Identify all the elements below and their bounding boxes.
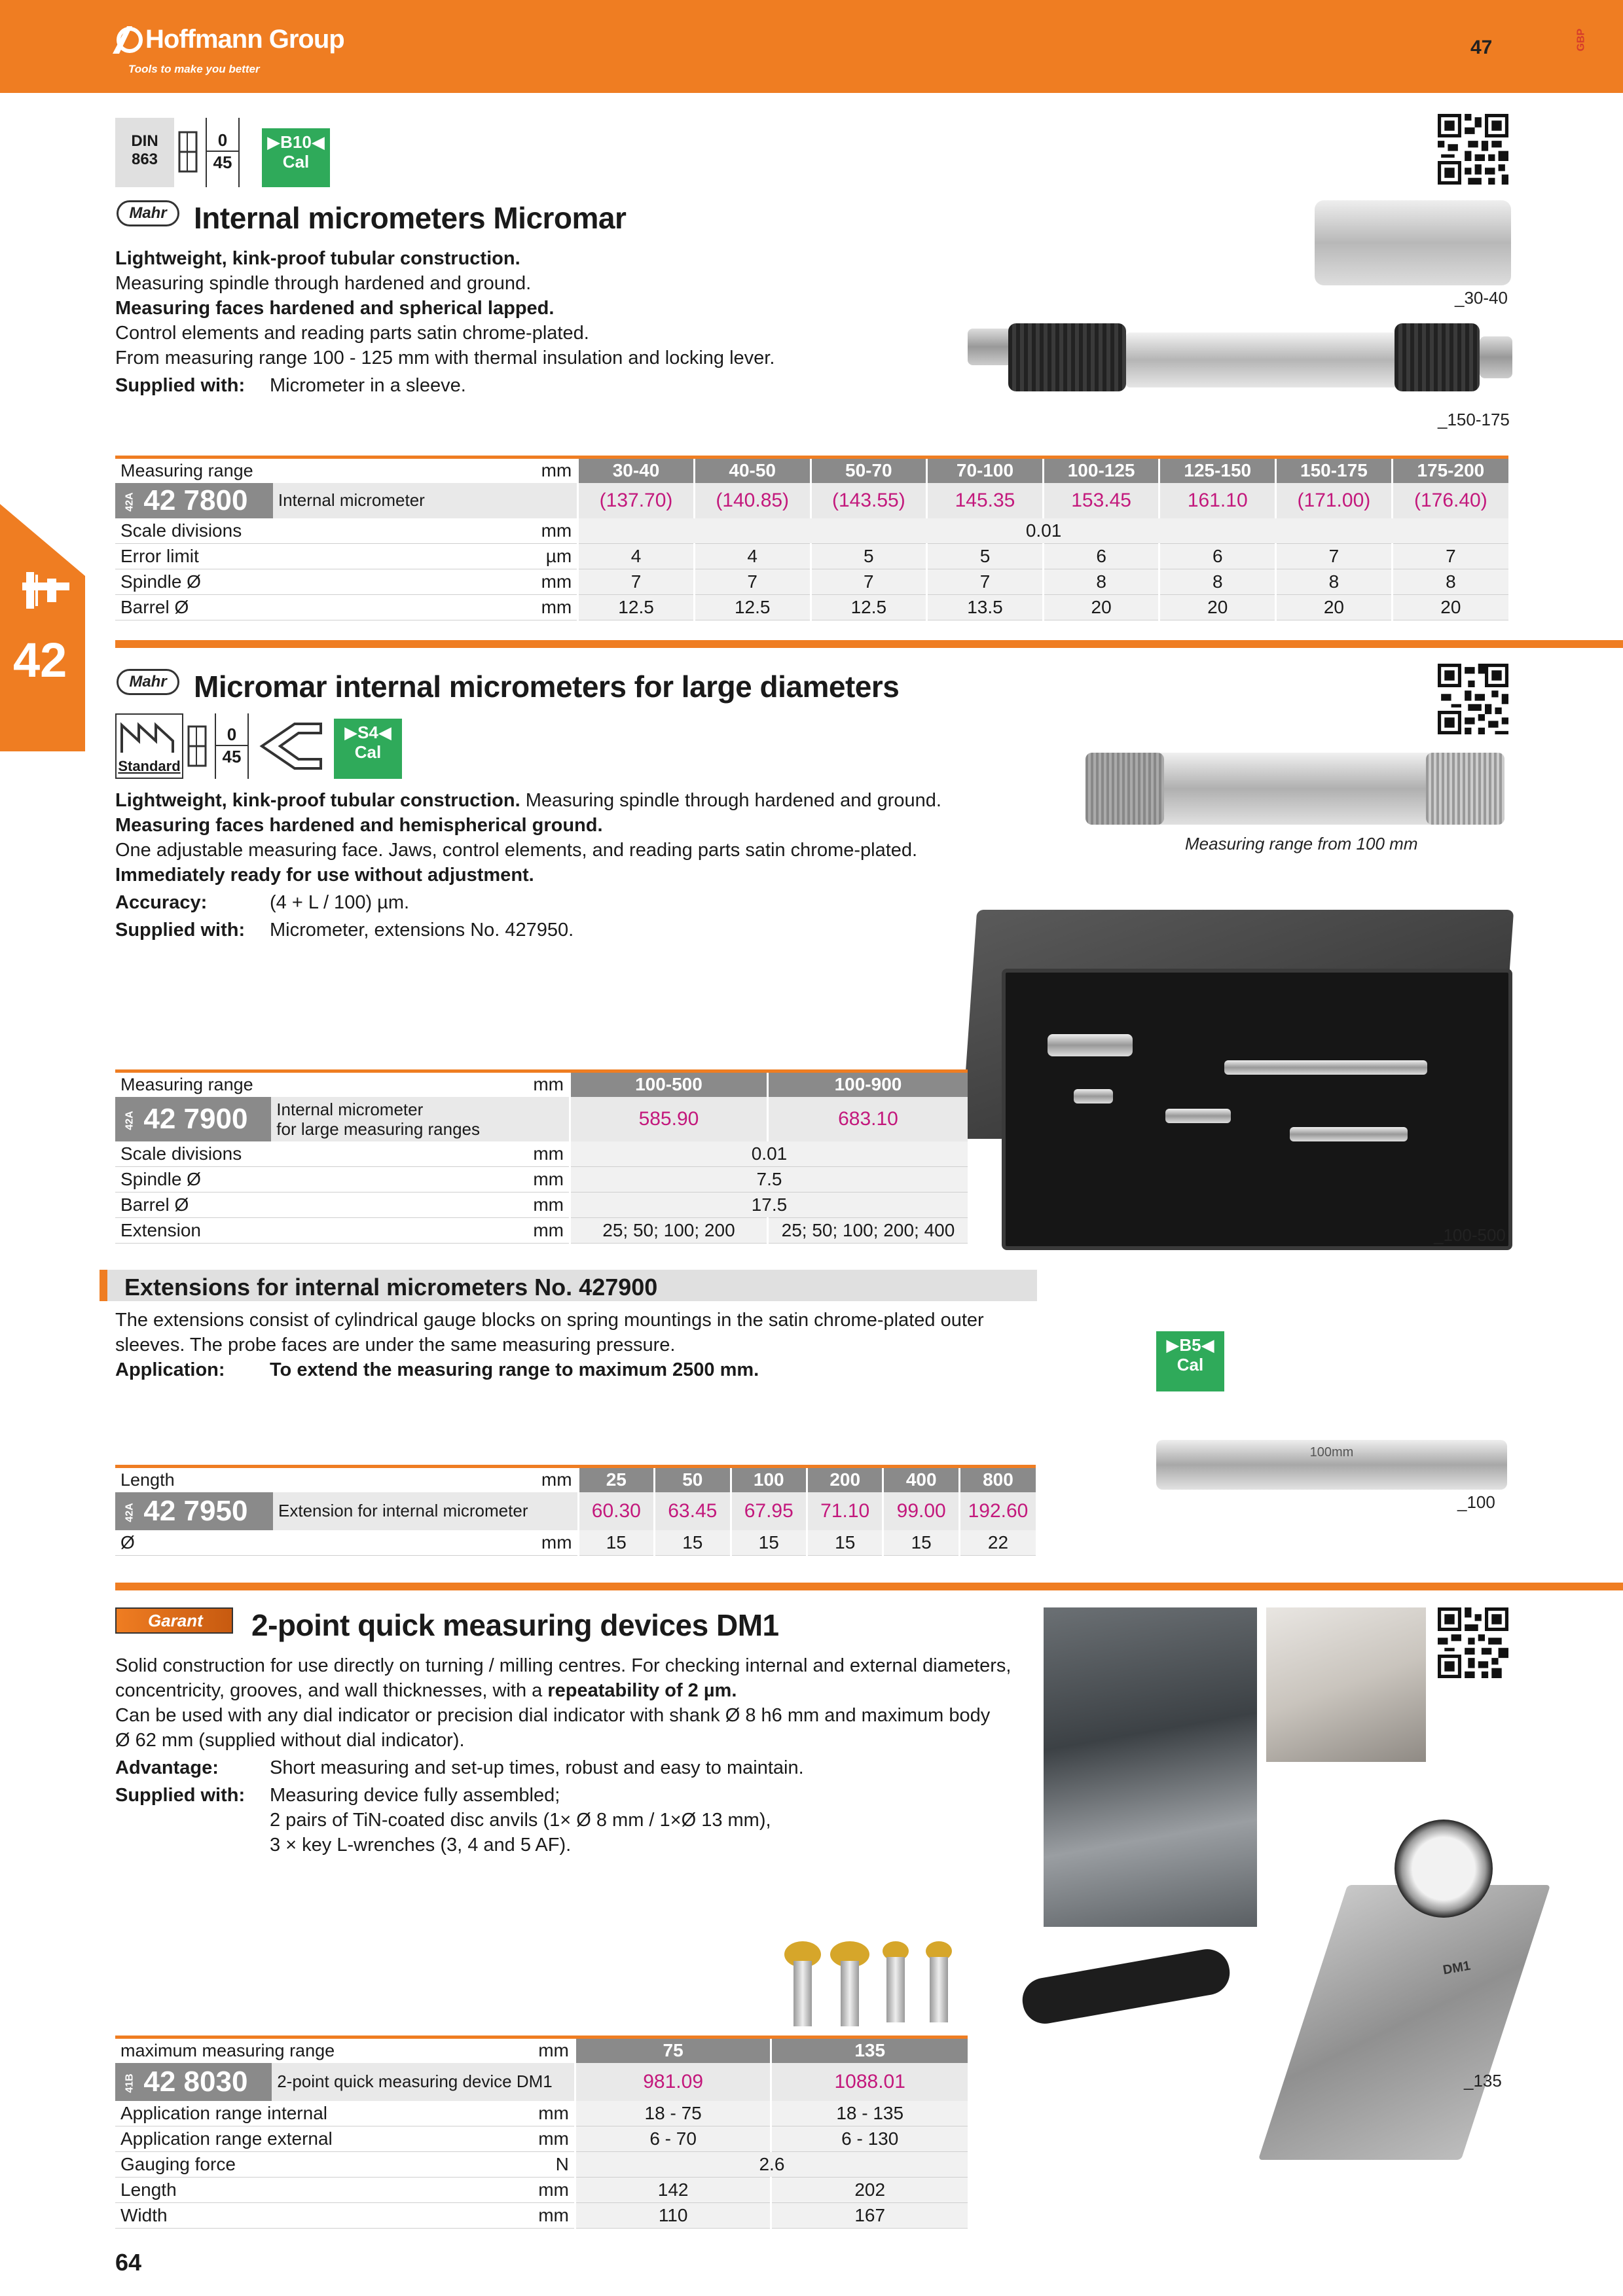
spec-value: 15 <box>655 1530 731 1556</box>
desc-line-3: Measuring faces hardened and spherical lapped. <box>115 298 555 319</box>
spec-value: 7 <box>927 569 1044 595</box>
qr-code-icon[interactable] <box>1438 664 1508 734</box>
table-row <box>115 2101 968 2126</box>
spec-value: 25; 50; 100; 200; 400 <box>767 1218 968 1244</box>
caliper-icon <box>18 569 73 611</box>
sawtooth-icon <box>119 719 181 755</box>
image-caption-100: _100 <box>1457 1492 1495 1512</box>
article-group: 42A <box>124 1503 136 1522</box>
desc-line-2: Measuring faces hardened and hemispherical ground. <box>115 815 603 836</box>
header-unit: mm <box>528 1071 570 1097</box>
mahr-logo: Mahr <box>117 200 179 226</box>
price-cell: 145.35 <box>927 483 1044 518</box>
article-row[interactable] <box>115 1097 968 1141</box>
table-row <box>115 1167 968 1193</box>
triangle-right-icon: ▶ <box>344 723 358 742</box>
spec-value: 7 <box>694 569 811 595</box>
section-title: Internal micrometers Micromar <box>194 201 627 235</box>
cal-label: Cal <box>1176 1355 1204 1374</box>
case-body-image <box>1002 969 1512 1250</box>
spec-unit: mm <box>533 2101 575 2126</box>
table-row <box>115 518 1508 544</box>
supplied-with <box>115 1783 1032 1857</box>
spec-label: Barrel Ø <box>115 595 536 620</box>
spec-label: Gauging force <box>115 2152 533 2178</box>
page-number-top: 47 <box>1470 37 1493 58</box>
din-badge: DIN 863 <box>115 118 174 187</box>
spec-unit: mm <box>533 2126 575 2152</box>
micrometer-image-thimble <box>1395 323 1480 391</box>
cal-code: S4 <box>357 723 378 742</box>
triangle-left-icon: ◀ <box>1201 1335 1214 1355</box>
table-header-row <box>115 2037 968 2063</box>
table-header-row <box>115 1071 968 1097</box>
spec-value: 20 <box>1043 595 1159 620</box>
supplied-item: 2 pairs of TiN-coated disc anvils (1× Ø 8 mm / 1×Ø 13 mm), <box>270 1810 771 1831</box>
spec-unit: mm <box>528 1167 570 1193</box>
brand-tagline: Tools to make you better <box>128 63 260 75</box>
article-name: Internal micrometer for large measuring ranges <box>271 1097 570 1141</box>
cal-badge <box>1156 1331 1224 1391</box>
supplied-item: 3 × key L-wrenches (3, 4 and 5 AF). <box>270 1835 572 1856</box>
desc-line-1: Lightweight, kink-proof tubular construction. Measuring spindle through hardened and ground. <box>115 790 941 811</box>
extension-rod-image <box>1156 1440 1507 1490</box>
case-item-extension <box>1224 1060 1427 1075</box>
section-title: 2-point quick measuring devices DM1 <box>251 1608 779 1642</box>
disc-anvils-image <box>778 1941 974 2026</box>
spec-label: Error limit <box>115 544 536 569</box>
spec-badges <box>115 713 327 779</box>
product-description <box>115 1308 1045 1382</box>
spec-value: 2.6 <box>575 2152 968 2178</box>
length-cell: 50 <box>655 1467 731 1492</box>
spec-value: 17.5 <box>570 1193 968 1218</box>
image-caption-100-500: _100-500 <box>1434 1225 1506 1245</box>
article-name: Internal micrometer <box>273 483 578 518</box>
range-cell: 30-40 <box>578 457 695 483</box>
spec-value: 22 <box>959 1530 1036 1556</box>
cal-code: B10 <box>280 132 312 152</box>
table-row <box>115 2203 968 2229</box>
scale-top: 0 <box>216 724 247 746</box>
length-cell: 400 <box>883 1467 959 1492</box>
spec-value: 7 <box>578 569 695 595</box>
desc-line-2: Measuring spindle through hardened and ground. <box>115 273 532 294</box>
spec-unit: mm <box>536 569 577 595</box>
price-cell: 67.95 <box>731 1492 807 1530</box>
spec-value: 202 <box>771 2178 968 2203</box>
photo-machine-use <box>1044 1607 1257 1927</box>
spec-value: 8 <box>1392 569 1508 595</box>
triangle-right-icon: ▶ <box>267 132 281 152</box>
mahr-logo: Mahr <box>117 669 179 695</box>
image-caption-135: _135 <box>1464 2071 1502 2090</box>
article-number-text[interactable]: 42 7950 <box>143 1494 248 1527</box>
spec-unit: mm <box>533 2203 575 2229</box>
spec-unit: mm <box>528 1218 570 1244</box>
article-group: 42A <box>124 1111 136 1130</box>
spec-value: 8 <box>1159 569 1276 595</box>
application-value: To extend the measuring range to maximum 2500 mm. <box>270 1359 759 1380</box>
spec-value: 6 - 130 <box>771 2126 968 2152</box>
table-header-row <box>115 1467 1036 1492</box>
dial-indicator-image <box>1395 1820 1493 1918</box>
spec-label: Barrel Ø <box>115 1193 528 1218</box>
spec-value: 167 <box>771 2203 968 2229</box>
spec-label: Application range internal <box>115 2101 533 2126</box>
scale-top: 0 <box>207 130 238 152</box>
accuracy-value: (4 + L / 100) µm. <box>270 892 410 913</box>
qr-code-icon[interactable] <box>1438 114 1508 185</box>
spec-value: 8 <box>1276 569 1393 595</box>
desc-line-5: From measuring range 100 - 125 mm with thermal insulation and locking lever. <box>115 348 775 368</box>
price-cell: (176.40) <box>1392 483 1508 518</box>
spec-value: 7 <box>811 569 927 595</box>
header-unit: mm <box>533 2037 575 2063</box>
range-cell: 135 <box>771 2037 968 2063</box>
price-cell: (143.55) <box>811 483 927 518</box>
standard-label: Standard <box>118 758 181 774</box>
range-cell: 40-50 <box>694 457 811 483</box>
accuracy-label: Accuracy: <box>115 892 208 913</box>
header-unit: mm <box>536 457 577 483</box>
spec-value: 15 <box>731 1530 807 1556</box>
spec-value: 0.01 <box>578 518 1508 544</box>
micrometer-image-end <box>1480 336 1512 378</box>
page-number-bottom: 64 <box>115 2249 142 2276</box>
desc-line-3: Can be used with any dial indicator or precision dial indicator with shank Ø 8 h6 mm and maximum body <box>115 1705 991 1726</box>
spec-unit: mm <box>528 1141 570 1167</box>
case-item-extension <box>1165 1109 1231 1123</box>
product-table-427900 <box>115 1069 968 1244</box>
range-cell: 100-900 <box>767 1071 968 1097</box>
article-row[interactable] <box>115 483 1508 518</box>
price-cell: (140.85) <box>694 483 811 518</box>
desc-line-4: Control elements and reading parts satin chrome-plated. <box>115 323 589 344</box>
supplied-with <box>115 373 966 398</box>
header-unit: mm <box>536 1467 578 1492</box>
article-number-text[interactable]: 42 8030 <box>143 2065 248 2098</box>
article-name: 2-point quick measuring device DM1 <box>272 2063 575 2101</box>
article-number[interactable] <box>115 2063 272 2101</box>
spec-label: Spindle Ø <box>115 569 536 595</box>
spec-value: 8 <box>1043 569 1159 595</box>
chapter-tab[interactable] <box>0 504 85 751</box>
spec-value: 142 <box>575 2178 771 2203</box>
spec-label: Ø <box>115 1530 536 1556</box>
spec-value: 12.5 <box>811 595 927 620</box>
table-row <box>115 544 1508 569</box>
header-label: Length <box>115 1467 536 1492</box>
spec-label: Width <box>115 2203 533 2229</box>
scale-badge <box>215 713 249 779</box>
price-cell: 981.09 <box>575 2063 771 2101</box>
article-number[interactable] <box>115 1097 271 1141</box>
table-row <box>115 1530 1036 1556</box>
case-item-micrometer <box>1048 1034 1133 1056</box>
spec-value: 25; 50; 100; 200 <box>570 1218 767 1244</box>
accuracy <box>115 890 1006 915</box>
spec-unit: µm <box>536 544 577 569</box>
price-cell: 161.10 <box>1159 483 1276 518</box>
spec-value: 20 <box>1276 595 1393 620</box>
range-cell: 70-100 <box>927 457 1044 483</box>
price-cell: (171.00) <box>1276 483 1393 518</box>
scale-bottom: 45 <box>222 747 242 766</box>
spec-value: 15 <box>883 1530 959 1556</box>
article-group: 41B <box>124 2073 136 2093</box>
article-number-text[interactable]: 42 7900 <box>143 1102 248 1135</box>
spec-value: 6 - 70 <box>575 2126 771 2152</box>
product-description <box>115 1653 1032 1857</box>
advantage-value: Short measuring and set-up times, robust and easy to maintain. <box>270 1757 804 1778</box>
price-cell: 99.00 <box>883 1492 959 1530</box>
photo-hand-measuring <box>1266 1607 1426 1762</box>
spec-label: Extension <box>115 1218 528 1244</box>
spec-unit: mm <box>536 1530 578 1556</box>
application-label: Application: <box>115 1359 225 1380</box>
spec-unit: mm <box>528 1193 570 1218</box>
table-row <box>115 2178 968 2203</box>
spec-value: 110 <box>575 2203 771 2229</box>
spec-value: 18 - 75 <box>575 2101 771 2126</box>
supplied-list <box>270 1783 771 1857</box>
spec-value: 6 <box>1159 544 1276 569</box>
image-caption-150-175: _150-175 <box>1438 410 1510 429</box>
spec-value: 20 <box>1392 595 1508 620</box>
triangle-left-icon: ◀ <box>311 132 325 152</box>
micrometer-image-small <box>1315 200 1511 285</box>
micrometer-image-grip <box>1008 323 1126 391</box>
range-cell: 50-70 <box>811 457 927 483</box>
price-cell: 1088.01 <box>771 2063 968 2101</box>
range-cell: 100-500 <box>570 1071 767 1097</box>
micrometer-symbol-icon <box>174 118 206 187</box>
spec-value: 15 <box>578 1530 654 1556</box>
cal-label: Cal <box>354 742 382 762</box>
currency-code: GBP <box>1575 28 1587 52</box>
micrometer-image-knurl <box>1426 753 1504 825</box>
spec-value: 13.5 <box>927 595 1044 620</box>
jaw-symbol-icon <box>255 713 327 779</box>
spec-value: 12.5 <box>578 595 695 620</box>
header-label: Measuring range <box>115 457 536 483</box>
spec-unit: mm <box>536 595 577 620</box>
price-cell: (137.70) <box>578 483 695 518</box>
spec-value: 6 <box>1043 544 1159 569</box>
section-title: Micromar internal micrometers for large diameters <box>194 670 900 704</box>
desc-line-4: Immediately ready for use without adjustment. <box>115 865 534 886</box>
supplied-with <box>115 918 1006 942</box>
article-name: Extension for internal micrometer <box>273 1492 578 1530</box>
price-cell: 683.10 <box>767 1097 968 1141</box>
spec-label: Scale divisions <box>115 518 536 544</box>
device-label: DM1 <box>1442 1958 1472 1978</box>
header-label: Measuring range <box>115 1071 528 1097</box>
product-table-427950 <box>115 1465 1036 1556</box>
table-header-row <box>115 457 1508 483</box>
spec-unit: N <box>533 2152 575 2178</box>
triangle-left-icon: ◀ <box>378 723 392 742</box>
application <box>115 1357 1045 1382</box>
desc-line-4: Ø 62 mm (supplied without dial indicator). <box>115 1730 465 1751</box>
spec-value: 5 <box>927 544 1044 569</box>
range-cell: 75 <box>575 2037 771 2063</box>
desc-line-3: One adjustable measuring face. Jaws, control elements, and reading parts satin chrome-plated. <box>115 840 918 861</box>
desc-line-2: concentricity, grooves, and wall thicknesses, with a repeatability of 2 µm. <box>115 1680 737 1701</box>
product-table-427800 <box>115 456 1508 620</box>
brand-name: Hoffmann Group <box>145 25 344 54</box>
spec-label: Scale divisions <box>115 1141 528 1167</box>
spec-value: 4 <box>694 544 811 569</box>
table-row <box>115 1193 968 1218</box>
cal-code: B5 <box>1179 1335 1201 1355</box>
chapter-number: 42 <box>13 633 67 687</box>
supplied-label: Supplied with: <box>115 1785 246 1806</box>
price-cell: 585.90 <box>570 1097 767 1141</box>
cal-label: Cal <box>282 152 310 171</box>
table-row <box>115 2126 968 2152</box>
spec-value: 7 <box>1392 544 1508 569</box>
article-group: 42A <box>124 492 136 512</box>
micrometer-image-knurl <box>1085 753 1164 825</box>
supplied-value: Micrometer in a sleeve. <box>270 375 466 396</box>
product-description <box>115 788 1006 942</box>
cal-badge <box>262 128 330 187</box>
article-number[interactable] <box>115 483 273 518</box>
micrometer-image-body <box>1126 332 1401 387</box>
spec-value: 0.01 <box>570 1141 968 1167</box>
spec-unit: mm <box>536 518 577 544</box>
scale-bottom: 45 <box>213 152 232 172</box>
case-item-extension <box>1290 1127 1408 1141</box>
image-caption-range: Measuring range from 100 mm <box>1185 834 1418 853</box>
length-cell: 25 <box>578 1467 654 1492</box>
length-cell: 200 <box>807 1467 883 1492</box>
spec-value: 7 <box>1276 544 1393 569</box>
desc-line-2: sleeves. The probe faces are under the same measuring pressure. <box>115 1335 676 1355</box>
advantage-label: Advantage: <box>115 1757 219 1778</box>
desc-line-1: The extensions consist of cylindrical gauge blocks on spring mountings in the satin chrome-plated outer <box>115 1310 984 1331</box>
triangle-right-icon: ▶ <box>1166 1335 1180 1355</box>
header-label: maximum measuring range <box>115 2037 533 2063</box>
spec-label: Length <box>115 2178 533 2203</box>
subsection-header: Extensions for internal micrometers No. 427900 <box>100 1270 1037 1301</box>
supplied-label: Supplied with: <box>115 920 246 941</box>
spec-unit: mm <box>533 2178 575 2203</box>
spec-value: 15 <box>807 1530 883 1556</box>
table-row <box>115 1141 968 1167</box>
desc-line-1: Solid construction for use directly on turning / milling centres. For checking internal and external diameters, <box>115 1655 1012 1676</box>
range-cell: 175-200 <box>1392 457 1508 483</box>
standard-badge <box>115 713 183 779</box>
rod-engraving: 100mm <box>1309 1445 1354 1460</box>
spec-value: 4 <box>578 544 695 569</box>
spec-value: 5 <box>811 544 927 569</box>
supplied-value: Micrometer, extensions No. 427950. <box>270 920 574 941</box>
product-description <box>115 246 966 398</box>
price-cell: 63.45 <box>655 1492 731 1530</box>
spec-label: Application range external <box>115 2126 533 2152</box>
length-cell: 100 <box>731 1467 807 1492</box>
price-cell: 192.60 <box>959 1492 1036 1530</box>
range-cell: 100-125 <box>1043 457 1159 483</box>
price-cell: 71.10 <box>807 1492 883 1530</box>
product-table-428030 <box>115 2036 968 2229</box>
micrometer-symbol-icon <box>183 713 215 779</box>
dm1-device-image <box>1258 1885 1550 2160</box>
spec-badges <box>115 118 254 187</box>
spec-value: 18 - 135 <box>771 2101 968 2126</box>
advantage <box>115 1755 1032 1780</box>
garant-logo: Garant <box>115 1607 233 1634</box>
section-divider <box>115 640 1623 648</box>
article-row[interactable] <box>115 2063 968 2101</box>
table-row <box>115 1218 968 1244</box>
table-row <box>115 569 1508 595</box>
range-cell: 125-150 <box>1159 457 1276 483</box>
price-cell: 153.45 <box>1043 483 1159 518</box>
supplied-item: Measuring device fully assembled; <box>270 1785 560 1806</box>
case-item-extension <box>1074 1089 1113 1103</box>
range-cell: 150-175 <box>1276 457 1393 483</box>
hoffmann-logo-icon <box>113 22 144 58</box>
desc-line-1: Lightweight, kink-proof tubular construction. <box>115 248 520 269</box>
qr-code-icon[interactable] <box>1438 1607 1508 1678</box>
dm1-arm-image <box>1019 1946 1233 2028</box>
table-row <box>115 595 1508 620</box>
price-cell: 60.30 <box>578 1492 654 1530</box>
article-number-text[interactable]: 42 7800 <box>143 484 248 516</box>
spec-value: 20 <box>1159 595 1276 620</box>
spec-value: 7.5 <box>570 1167 968 1193</box>
article-row[interactable] <box>115 1492 1036 1530</box>
cal-badge <box>334 719 402 779</box>
scale-badge <box>206 118 240 187</box>
supplied-label: Supplied with: <box>115 375 246 396</box>
spec-value: 12.5 <box>694 595 811 620</box>
table-row <box>115 2152 968 2178</box>
image-caption-30-40: _30-40 <box>1455 288 1508 308</box>
section-divider <box>115 1583 1623 1590</box>
spec-label: Spindle Ø <box>115 1167 528 1193</box>
article-number[interactable] <box>115 1492 273 1530</box>
length-cell: 800 <box>959 1467 1036 1492</box>
